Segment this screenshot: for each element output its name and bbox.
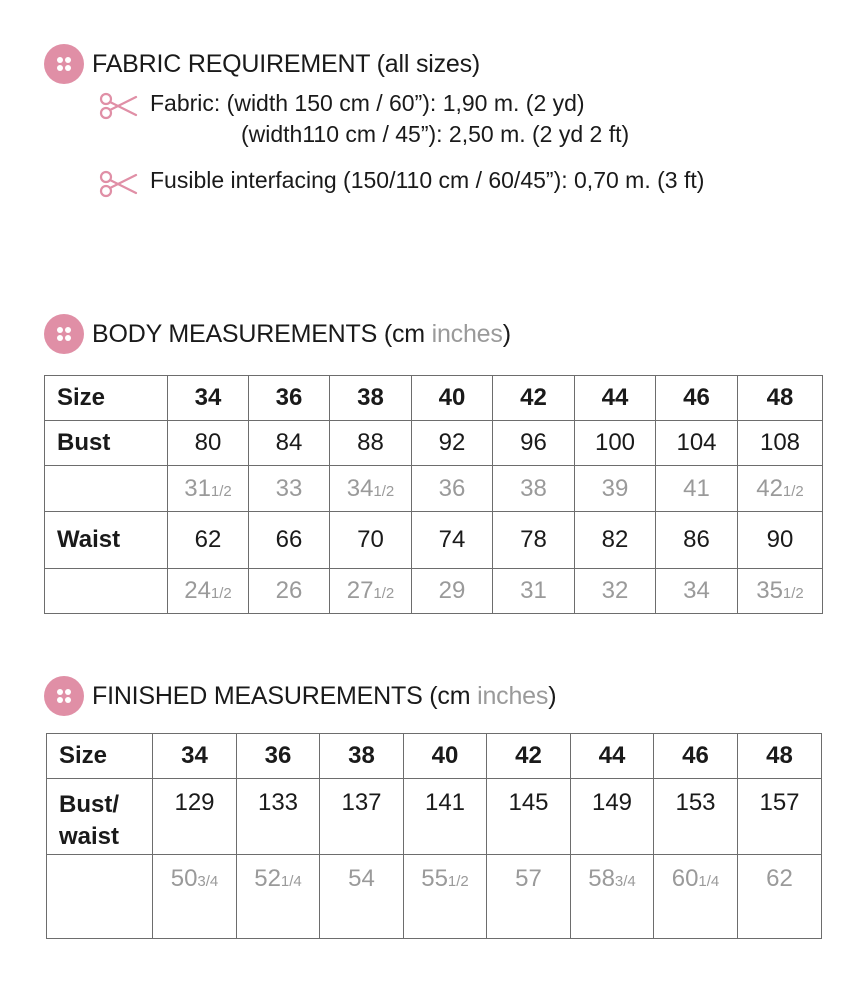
body-waist-in-whole: 26 xyxy=(275,577,303,604)
body-bust-cm-cell: 96 xyxy=(493,421,575,466)
finished-bust-in-whole: 58 xyxy=(588,865,615,892)
sewing-button-icon xyxy=(44,314,84,354)
body-bust-in-whole: 42 xyxy=(756,474,783,502)
body-bust-in-cell xyxy=(249,466,330,512)
body-waist-cm-cell: 62 xyxy=(168,512,249,569)
finished-heading-unit: inches xyxy=(477,681,549,710)
finished-bust-in-whole: 54 xyxy=(348,865,375,892)
body-bust-label: Bust xyxy=(45,421,168,466)
body-bust-in-whole: 31 xyxy=(184,474,211,502)
finished-heading xyxy=(44,676,556,716)
finished-bust-cm-cell: 129 xyxy=(153,779,237,855)
finished-bust-in-fraction: 1/4 xyxy=(698,873,720,890)
body-size-cell: 44 xyxy=(575,376,656,421)
finished-bust-in-whole: 50 xyxy=(170,865,198,892)
body-waist-row xyxy=(45,512,823,569)
body-waist-in-cell xyxy=(738,569,823,614)
body-size-cell: 40 xyxy=(412,376,493,421)
body-waist-cm-cell: 82 xyxy=(575,512,656,569)
body-waist-in-cell xyxy=(656,569,738,614)
finished-size-cell: 48 xyxy=(738,734,822,779)
finished-bust-cm-cell: 145 xyxy=(487,779,571,855)
sewing-button-icon xyxy=(44,44,84,84)
body-bust-in-fraction: 1/2 xyxy=(373,482,395,500)
fabric-line-1: Fabric: (width 150 cm / 60”): 1,90 m. (2 yd) xyxy=(150,90,585,116)
body-waist-in-fraction: 1/2 xyxy=(373,585,395,602)
body-bust-cm-cell: 104 xyxy=(656,421,738,466)
finished-size-cell: 44 xyxy=(571,734,654,779)
body-waist-cm-cell: 74 xyxy=(412,512,493,569)
body-bust-in-cell xyxy=(738,466,823,512)
body-size-row xyxy=(45,376,823,421)
finished-bust-cm-cell: 153 xyxy=(654,779,738,855)
body-bust-cm-cell: 108 xyxy=(738,421,823,466)
body-waist-in-fraction: 1/2 xyxy=(782,585,804,602)
finished-bust-in-whole: 60 xyxy=(671,865,699,892)
finished-bust-in-cell xyxy=(738,855,822,939)
body-bust-cm-cell: 100 xyxy=(575,421,656,466)
body-heading xyxy=(44,314,511,354)
finished-bust-in-cell xyxy=(320,855,404,939)
body-bust-in-cell xyxy=(493,466,575,512)
body-bust-cm-cell: 80 xyxy=(168,421,249,466)
finished-bust-label-line2: waist xyxy=(59,823,120,850)
finished-bust-cm-cell: 149 xyxy=(571,779,654,855)
finished-size-cell: 46 xyxy=(654,734,738,779)
finished-size-row xyxy=(47,734,822,779)
finished-bust-in-fraction: 3/4 xyxy=(197,873,219,890)
body-waist-inches-row xyxy=(45,569,823,614)
body-bust-cm-cell: 88 xyxy=(330,421,412,466)
body-bust-in-cell xyxy=(168,466,249,512)
body-waist-in-cell xyxy=(330,569,412,614)
body-size-cell: 46 xyxy=(656,376,738,421)
fabric-heading xyxy=(44,44,480,84)
scissors-icon xyxy=(98,92,138,120)
finished-bust-in-cell xyxy=(654,855,738,939)
finished-bust-in-whole: 52 xyxy=(254,865,281,892)
finished-bust-row xyxy=(47,779,822,855)
body-size-cell: 42 xyxy=(493,376,575,421)
body-waist-in-whole: 35 xyxy=(756,577,783,604)
body-size-cell: 36 xyxy=(249,376,330,421)
fabric-heading-text: FABRIC REQUIREMENT (all sizes) xyxy=(92,49,481,78)
finished-bust-in-cell xyxy=(571,855,654,939)
finished-bust-in-cell xyxy=(237,855,320,939)
finished-bust-in-fraction: 1/2 xyxy=(447,873,469,890)
sewing-button-icon xyxy=(44,676,84,716)
finished-size-cell: 42 xyxy=(487,734,571,779)
body-bust-in-whole: 39 xyxy=(601,474,629,502)
empty-cell xyxy=(45,466,168,512)
finished-bust-in-whole: 62 xyxy=(766,865,793,892)
body-size-cell: 38 xyxy=(330,376,412,421)
body-bust-in-whole: 38 xyxy=(520,474,547,502)
body-waist-label: Waist xyxy=(45,512,168,569)
body-heading-close: ) xyxy=(502,319,511,348)
body-waist-cm-cell: 66 xyxy=(249,512,330,569)
finished-bust-in-cell xyxy=(153,855,237,939)
body-waist-cm-cell: 78 xyxy=(493,512,575,569)
finished-bust-cm-cell: 133 xyxy=(237,779,320,855)
body-waist-in-whole: 27 xyxy=(346,577,374,604)
body-waist-in-whole: 24 xyxy=(184,577,211,604)
body-bust-in-whole: 34 xyxy=(346,474,374,502)
finished-heading-text: FINISHED MEASUREMENTS (cm xyxy=(92,681,478,710)
body-size-label: Size xyxy=(45,376,168,421)
finished-bust-cm-cell: 157 xyxy=(738,779,822,855)
body-bust-in-cell xyxy=(575,466,656,512)
body-waist-in-whole: 29 xyxy=(438,577,466,604)
body-waist-cm-cell: 70 xyxy=(330,512,412,569)
finished-bust-in-whole: 57 xyxy=(515,865,542,892)
finished-size-label: Size xyxy=(47,734,153,779)
body-size-cell: 48 xyxy=(738,376,823,421)
interfacing-line: Fusible interfacing (150/110 cm / 60/45”): 0,70 m. (3 ft) xyxy=(150,167,705,193)
finished-bust-label xyxy=(47,779,153,855)
finished-size-cell: 40 xyxy=(404,734,487,779)
body-size-cell: 34 xyxy=(168,376,249,421)
finished-heading-close: ) xyxy=(548,681,557,710)
body-bust-in-whole: 36 xyxy=(438,474,466,502)
finished-bust-inches-row xyxy=(47,855,822,939)
body-bust-in-cell xyxy=(412,466,493,512)
finished-bust-in-cell xyxy=(404,855,487,939)
body-bust-cm-cell: 84 xyxy=(249,421,330,466)
fabric-line-2: (width110 cm / 45”): 2,50 m. (2 yd 2 ft) xyxy=(241,121,630,147)
finished-bust-cm-cell: 141 xyxy=(404,779,487,855)
empty-cell xyxy=(45,569,168,614)
finished-size-cell: 38 xyxy=(320,734,404,779)
body-bust-in-whole: 41 xyxy=(683,474,710,502)
body-waist-cm-cell: 86 xyxy=(656,512,738,569)
scissors-icon xyxy=(98,170,138,198)
body-measurements-table xyxy=(44,375,823,614)
finished-bust-label-line1: Bust/ xyxy=(59,791,119,818)
finished-size-cell: 34 xyxy=(153,734,237,779)
finished-bust-in-fraction: 3/4 xyxy=(614,873,636,890)
body-waist-in-cell xyxy=(412,569,493,614)
body-bust-in-fraction: 1/2 xyxy=(210,482,232,500)
body-waist-in-whole: 32 xyxy=(601,577,629,604)
finished-bust-cm-cell: 137 xyxy=(320,779,404,855)
body-bust-in-fraction: 1/2 xyxy=(782,482,804,500)
finished-measurements-table xyxy=(46,733,822,939)
body-bust-in-cell xyxy=(656,466,738,512)
body-heading-text: BODY MEASUREMENTS (cm xyxy=(92,319,432,348)
body-bust-inches-row xyxy=(45,466,823,512)
body-waist-in-cell xyxy=(493,569,575,614)
body-bust-in-whole: 33 xyxy=(275,474,303,502)
body-waist-cm-cell: 90 xyxy=(738,512,823,569)
body-bust-in-cell xyxy=(330,466,412,512)
body-bust-row xyxy=(45,421,823,466)
finished-bust-in-fraction: 1/4 xyxy=(280,873,302,890)
body-waist-in-whole: 31 xyxy=(520,577,547,604)
body-waist-in-whole: 34 xyxy=(683,577,710,604)
body-bust-cm-cell: 92 xyxy=(412,421,493,466)
finished-size-cell: 36 xyxy=(237,734,320,779)
body-waist-in-cell xyxy=(168,569,249,614)
body-heading-unit: inches xyxy=(431,319,503,348)
body-waist-in-cell xyxy=(249,569,330,614)
body-waist-in-cell xyxy=(575,569,656,614)
body-waist-in-fraction: 1/2 xyxy=(210,585,232,602)
empty-cell xyxy=(47,855,153,939)
finished-bust-in-whole: 55 xyxy=(421,865,448,892)
finished-bust-in-cell xyxy=(487,855,571,939)
